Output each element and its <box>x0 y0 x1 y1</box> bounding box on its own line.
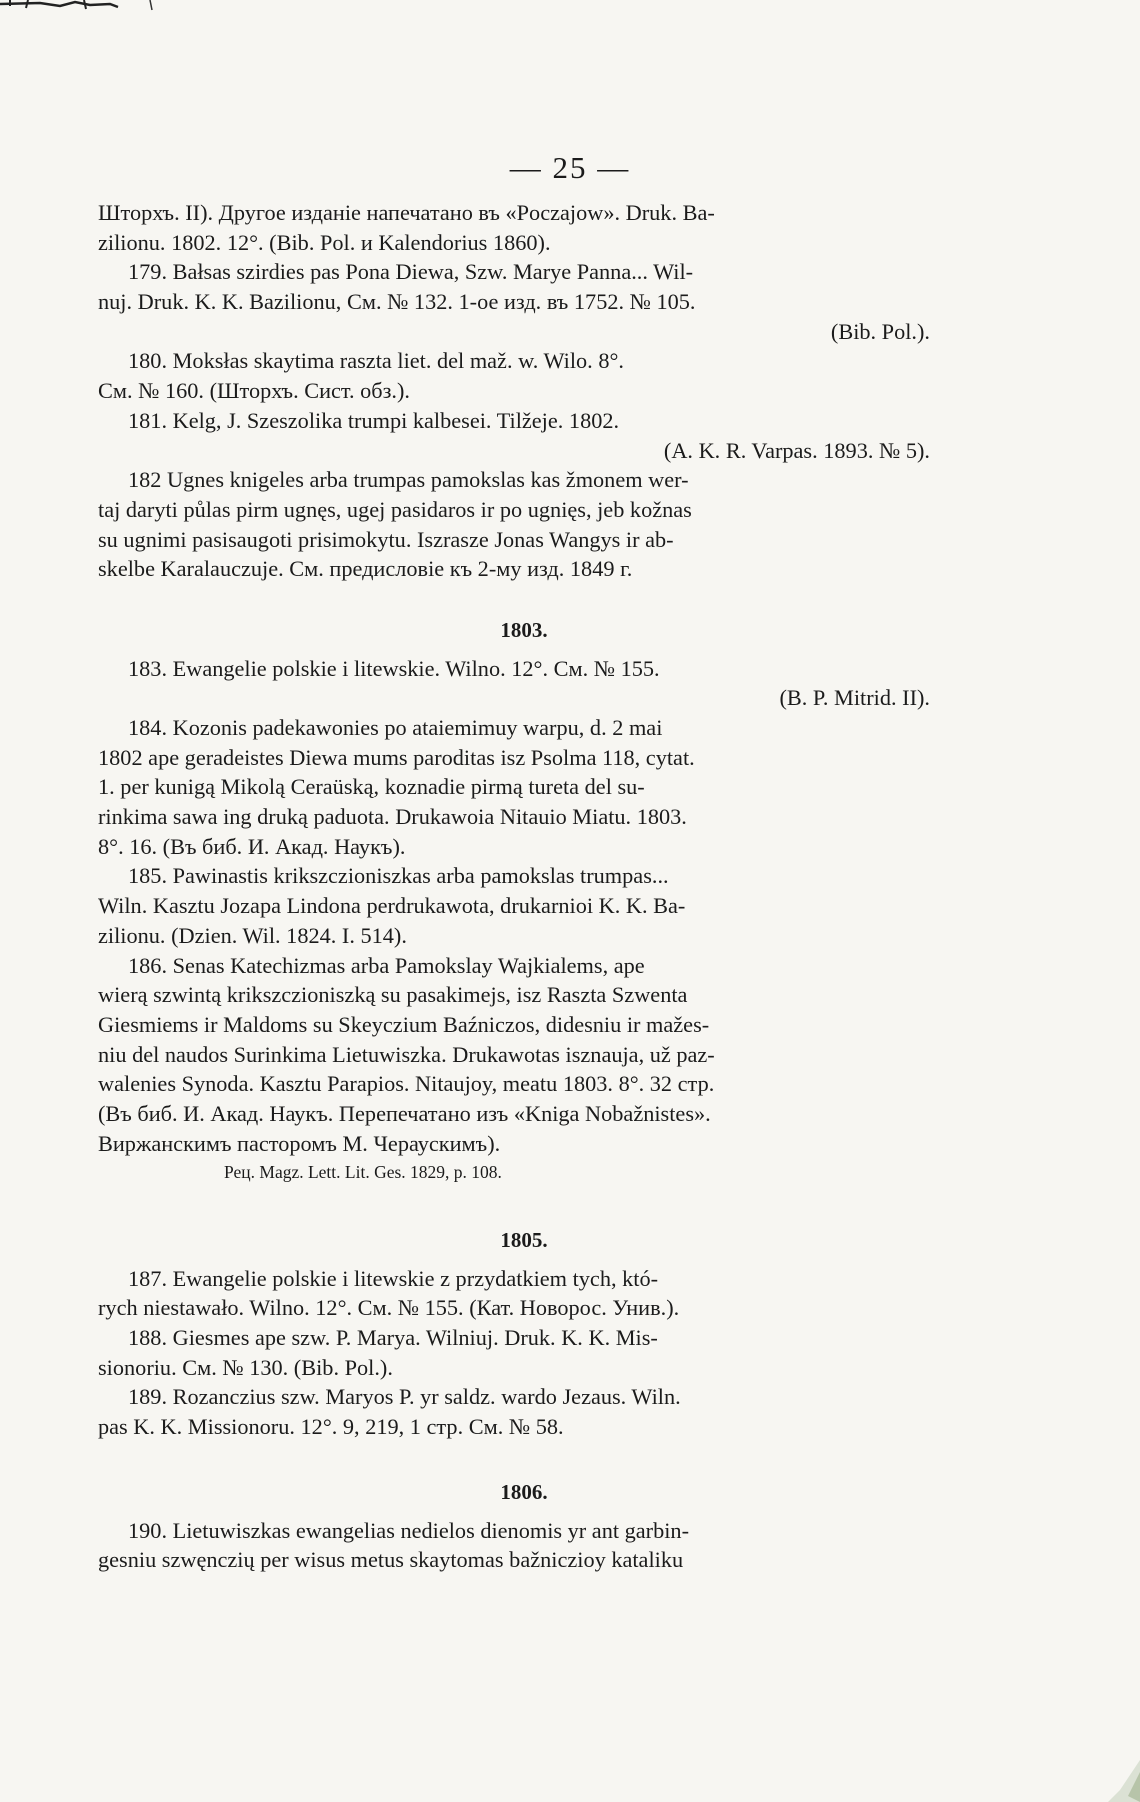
text-line: (Въ биб. И. Акад. Наукъ. Перепечатано изъ «Kniga Nobažnistes». <box>98 1100 711 1126</box>
entry-181: 181. Kelg, J. Szeszolika trumpi kalbesei. Tilžeje. 1802. <box>128 407 620 433</box>
text-line: (A. K. R. Varpas. 1893. № 5). <box>663 437 930 463</box>
entry-185: 185. Pawinastis krikszczioniszkas arba pamokslas trumpas... <box>128 863 669 889</box>
text-line: taj daryti půlas pirm ugnęs, ugej pasidaros ir po ugnięs, jeb kožnas <box>98 496 692 522</box>
text-line: Giesmiems ir Maldoms su Skeyczium Baźniczos, didesniu ir mažes- <box>98 1011 710 1037</box>
catalog-text <box>98 198 930 1575</box>
scan-corner-smudge <box>1080 1752 1140 1802</box>
entry-183: 183. Ewangelie polskie i litewskie. Wilno. 12°. См. № 155. <box>128 655 660 681</box>
text-line: zilionu. 1802. 12°. (Bib. Pol. и Kalendorius 1860). <box>98 229 551 255</box>
text-line: 8°. 16. (Въ биб. И. Акад. Наукъ). <box>98 833 406 859</box>
entry-184: 184. Kozonis padekawonies po ataiemimuy warpu, d. 2 mai <box>128 715 663 740</box>
text-line: (B. P. Mitrid. II). <box>779 685 930 711</box>
text-line: pas K. K. Missionoru. 12°. 9, 219, 1 стр. См. № 58. <box>98 1414 564 1440</box>
text-line: (Bib. Pol.). <box>830 318 930 344</box>
text-line: rinkima sawa ing druką paduota. Drukawoia Nitauio Miatu. 1803. <box>98 804 687 830</box>
entry-188: 188. Giesmes ape szw. P. Marya. Wilniuj. Druk. K. K. Mis- <box>128 1325 658 1351</box>
text-line: Шторхъ. II). Другое изданіе напечатано въ «Poczajow». Druk. Ba- <box>98 200 715 225</box>
text-line: wierą szwintą krikszczioniszką su pasakimejs, isz Raszta Szwenta <box>98 982 688 1008</box>
entry-190: 190. Lietuwiszkas ewangelias nedielos dienomis yr ant garbin- <box>128 1517 689 1543</box>
text-line: zilionu. (Dzien. Wil. 1824. I. 514). <box>98 922 407 948</box>
text-line: rych niestawało. Wilno. 12°. См. № 155. (Кат. Новорос. Унив.). <box>98 1295 680 1321</box>
text-line: Wiln. Kasztu Jozapa Lindona perdrukawota, drukarnioi K. K. Ba- <box>98 893 686 919</box>
entry-182: 182 Ugnes knigeles arba trumpas pamokslas kas žmonem wer- <box>128 467 689 493</box>
year-heading-1806: 1806. <box>500 1479 548 1504</box>
text-line: sionoriu. См. № 130. (Bib. Pol.). <box>98 1354 393 1380</box>
entry-186: 186. Senas Katechizmas arba Pamokslay Wajkialems, ape <box>128 952 645 978</box>
year-heading-1803: 1803. <box>500 617 548 642</box>
text-line: gesniu szwęnczių per wisus metus skaytomas bažniczioy kataliku <box>98 1547 684 1573</box>
text-line: Виржанскимъ пасторомъ М. Чераускимъ). <box>98 1130 501 1156</box>
scan-edge-mark <box>0 0 170 18</box>
text-line: skelbe Karalauczuje. См. предисловіе къ 2-му изд. 1849 г. <box>98 556 633 582</box>
text-line: niu del naudos Surinkima Lietuwiszka. Drukawotas isznauja, už paz- <box>98 1041 715 1067</box>
text-line: 1. per kunigą Mikolą Ceraüską, koznadie pirmą tureta del su- <box>98 774 645 800</box>
text-line: nuj. Druk. K. K. Bazilionu, См. № 132. 1-ое изд. въ 1752. № 105. <box>98 289 696 315</box>
entry-187: 187. Ewangelie polskie i litewskie z przydatkiem tych, któ- <box>128 1265 659 1291</box>
entry-180: 180. Moksłas skaytima raszta liet. del maž. w. Wilo. 8°. <box>128 348 624 374</box>
text-line: См. № 160. (Шторхъ. Сист. обз.). <box>98 378 411 404</box>
text-line: 1802 ape geradeistes Diewa mums paroditas isz Psolma 118, cytat. <box>98 744 695 770</box>
entry-189: 189. Rozanczius szw. Maryos P. yr saldz. wardo Jezaus. Wiln. <box>128 1384 681 1410</box>
text-line: walenies Synoda. Kasztu Parapios. Nitaujoy, meatu 1803. 8°. 32 стр. <box>98 1071 715 1097</box>
page-number: — 25 — <box>509 150 631 185</box>
text-line: su ugnimi pasisaugoti prisimokytu. Iszrasze Jonas Wangys ir ab- <box>98 526 674 552</box>
entry-179: 179. Bałsas szirdies pas Pona Diewa, Szw. Marye Panna... Wil- <box>128 259 694 285</box>
review-reference: Рец. Magz. Lett. Lit. Ges. 1829, p. 108. <box>224 1162 502 1183</box>
year-heading-1805: 1805. <box>500 1228 548 1252</box>
